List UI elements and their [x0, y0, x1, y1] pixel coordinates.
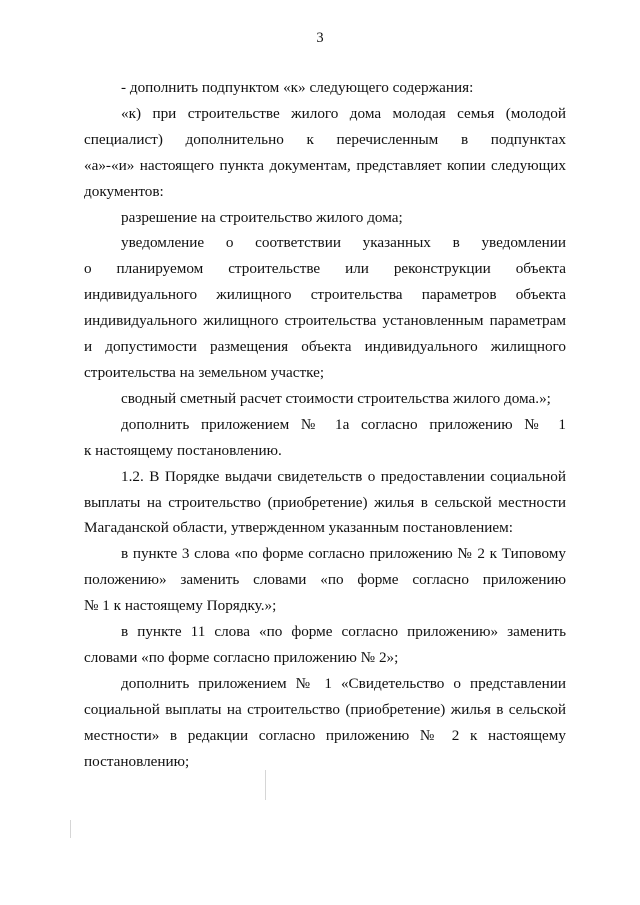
paragraph-point-3: в пункте 3 слова «по форме согласно приложению № 2 к Типовому положению» заменить словами «по форме согласно приложению № 1 к настоящему Порядку.»; — [84, 545, 566, 615]
paragraph-cost-estimate: сводный сметный расчет стоимости строительства жилого дома.»; — [121, 389, 551, 407]
paragraph-subitem-k: «к) при строительстве жилого дома молодая семья (молодой специалист) дополнительно к перечисленным в подпунктах «а»-«и» настоящего пункта документам, представляет копии следующих документов: — [84, 104, 566, 200]
paragraph-add-subitem-k: - дополнить подпунктом «к» следующего содержания: — [121, 79, 474, 96]
scan-artifact — [70, 820, 71, 838]
paragraph-appendix-1: дополнить приложением № 1 «Свидетельство о представлении социальной выплаты на строительство (приобретение) жилья в сельской местности» в редакции согласно приложению № 2 к настоящему постановлению; — [84, 674, 566, 770]
scan-artifact — [265, 770, 266, 800]
paragraph-section-1-2: 1.2. В Порядке выдачи свидетельств о предоставлении социальной выплаты на строительство (приобретение) жилья в сельской местности Магаданской области, утвержденном указанным постановлением: — [84, 467, 566, 537]
page-number: 3 — [316, 30, 324, 46]
document-body — [84, 75, 566, 774]
paragraph-notification: уведомление о соответствии указанных в уведомлении о планируемом строительстве или реконструкции объекта индивидуального жилищного строительства параметров объекта индивидуального жилищного строительства установленным параметрам и допустимости размещения объекта индивидуального жилищного строительства на земельном участке; — [84, 234, 566, 381]
paragraph-building-permit: разрешение на строительство жилого дома; — [121, 208, 403, 226]
paragraph-appendix-1a: дополнить приложением № 1а согласно приложению № 1 к настоящему постановлению. — [84, 415, 566, 459]
paragraph-point-11: в пункте 11 слова «по форме согласно приложению» заменить словами «по форме согласно приложению № 2»; — [84, 623, 566, 666]
